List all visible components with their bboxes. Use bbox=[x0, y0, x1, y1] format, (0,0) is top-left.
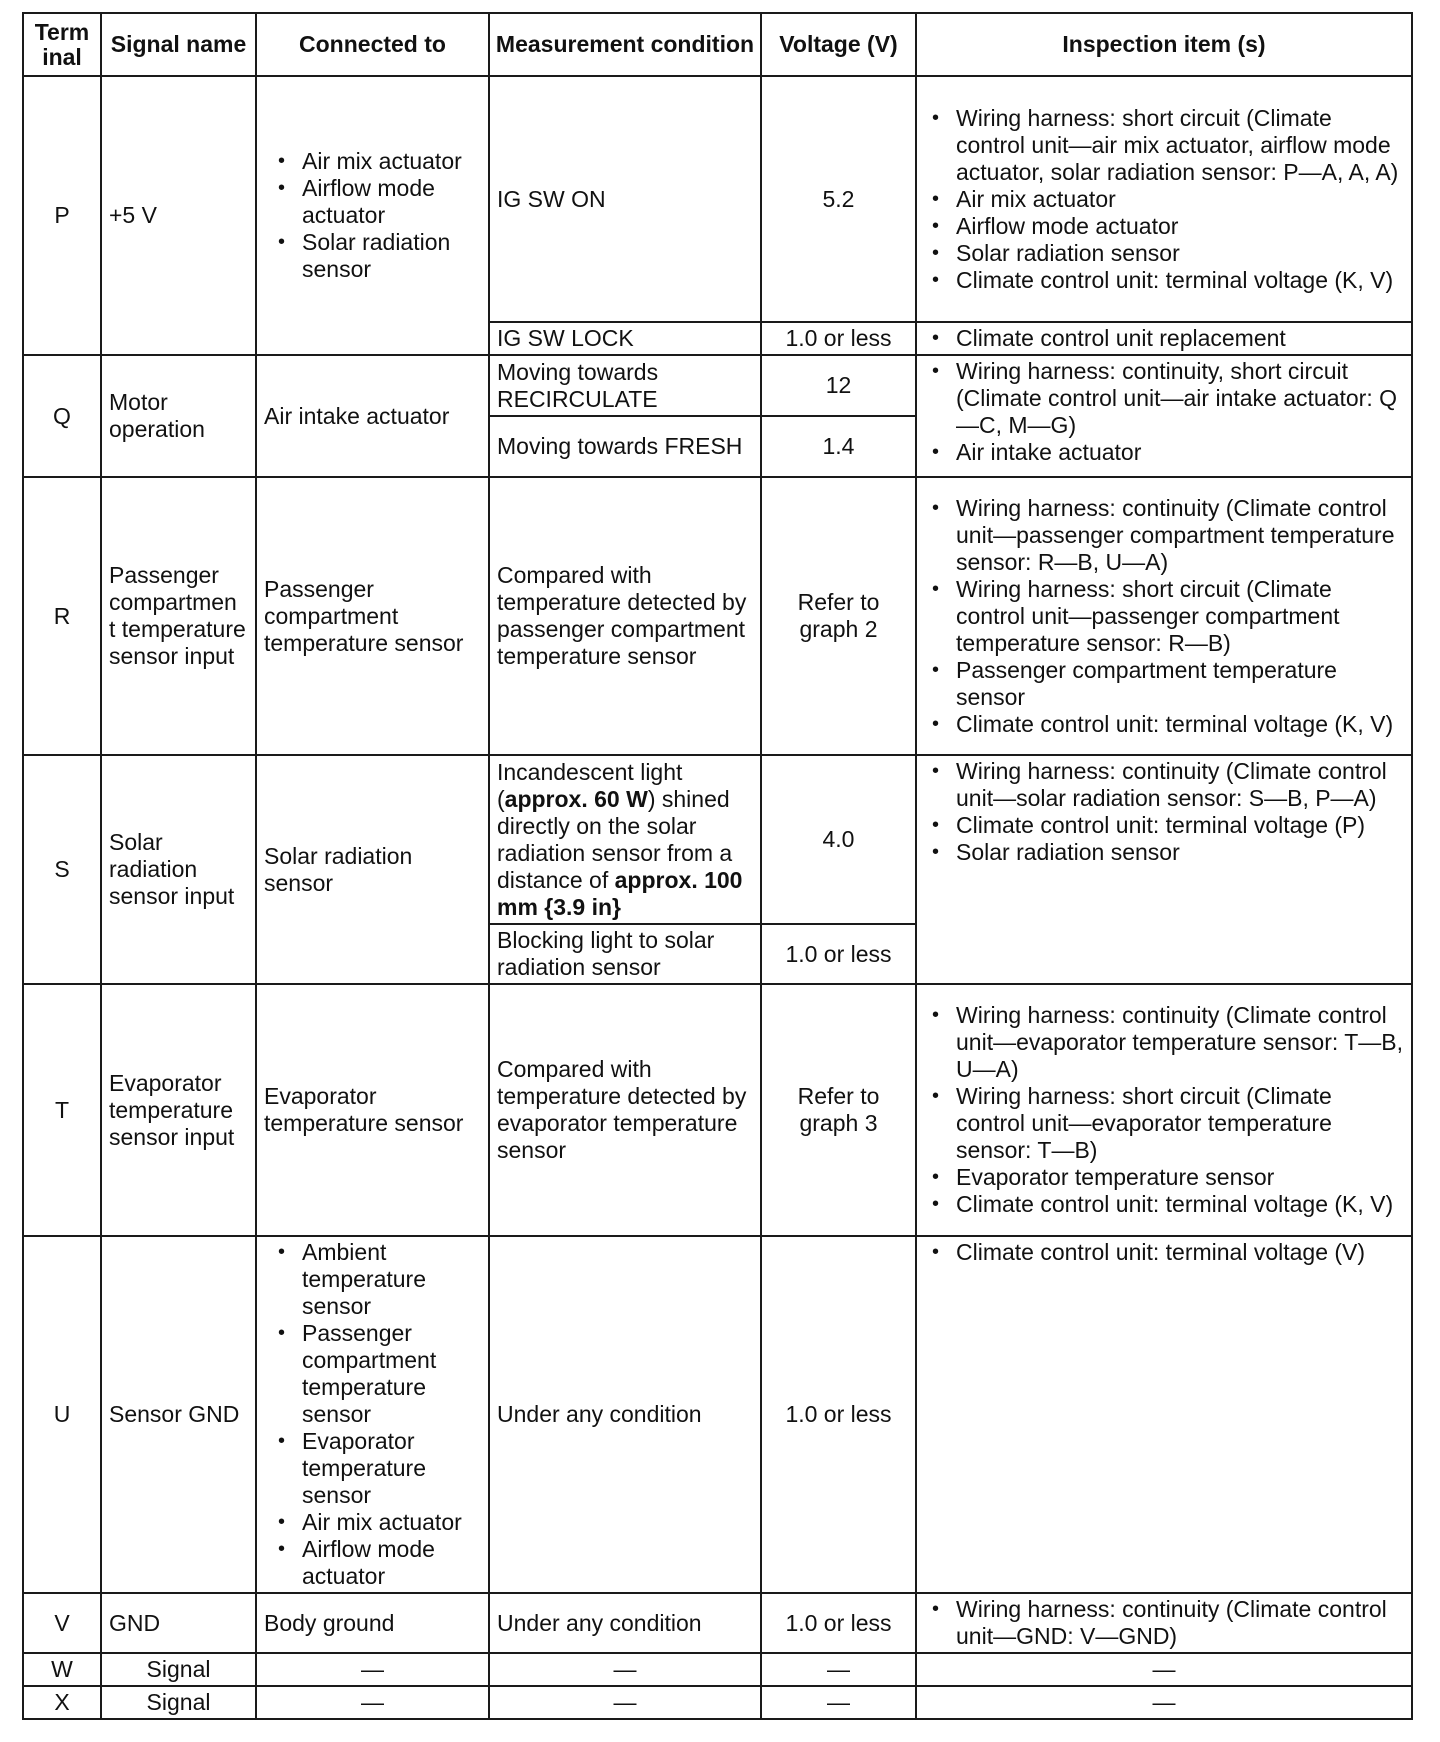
inspection-list bbox=[924, 1002, 1404, 1218]
list-item: • Wiring harness: continuity, short circuit (Climate control unit—air intake actuator: Q—C, M—G) bbox=[924, 358, 1404, 439]
list-item: • Climate control unit replacement bbox=[924, 325, 1404, 352]
table-row bbox=[23, 477, 1412, 755]
table-row bbox=[23, 1653, 1412, 1686]
condition-cell: Under any condition bbox=[489, 1236, 761, 1593]
list-item: • Air mix actuator bbox=[264, 148, 481, 175]
list-item: • Air intake actuator bbox=[924, 439, 1404, 466]
header-signal-name: Signal name bbox=[101, 13, 256, 76]
list-item: • Climate control unit: terminal voltage (K, V) bbox=[924, 267, 1404, 294]
terminal-cell: R bbox=[23, 477, 101, 755]
signal-name-cell: Signal bbox=[101, 1686, 256, 1719]
inspection-cell bbox=[916, 355, 1412, 477]
list-item: • Evaporator temperature sensor bbox=[924, 1164, 1404, 1191]
connected-list bbox=[264, 1239, 481, 1590]
list-item: • Air mix actuator bbox=[924, 186, 1404, 213]
header-row bbox=[23, 13, 1412, 76]
table-row bbox=[23, 1686, 1412, 1719]
signal-name-cell: Signal bbox=[101, 1653, 256, 1686]
terminal-cell: X bbox=[23, 1686, 101, 1719]
condition-text: ) shined directly on the solar radiation sensor from a distance of bbox=[497, 785, 733, 893]
inspection-cell: — bbox=[916, 1653, 1412, 1686]
voltage-cell: 4.0 bbox=[761, 755, 916, 924]
inspection-cell bbox=[916, 755, 1412, 984]
list-item: • Climate control unit: terminal voltage (K, V) bbox=[924, 1191, 1404, 1218]
list-item: • Climate control unit: terminal voltage (V) bbox=[924, 1239, 1404, 1266]
signal-name-cell: Evaporator temperature sensor input bbox=[101, 984, 256, 1236]
header-inspection-items: Inspection item (s) bbox=[916, 13, 1412, 76]
header-voltage: Voltage (V) bbox=[761, 13, 916, 76]
condition-cell bbox=[489, 755, 761, 924]
inspection-list bbox=[924, 758, 1404, 866]
inspection-cell bbox=[916, 76, 1412, 322]
list-item: • Solar radiation sensor bbox=[924, 240, 1404, 267]
terminal-cell: T bbox=[23, 984, 101, 1236]
list-item: • Passenger compartment temperature sensor bbox=[264, 1320, 481, 1428]
condition-cell: IG SW ON bbox=[489, 76, 761, 322]
list-item: • Airflow mode actuator bbox=[264, 1536, 481, 1590]
condition-bold-text: approx. 100 mm {3.9 in} bbox=[497, 866, 743, 920]
connected-to-cell bbox=[256, 1236, 489, 1593]
condition-cell: — bbox=[489, 1686, 761, 1719]
inspection-cell bbox=[916, 984, 1412, 1236]
signal-name-cell: Passenger compartmen t temperature sensor input bbox=[101, 477, 256, 755]
inspection-cell bbox=[916, 1236, 1412, 1593]
list-item: • Wiring harness: continuity (Climate control unit—passenger compartment temperature sensor: R—B, U—A) bbox=[924, 495, 1404, 576]
signal-name-cell: +5 V bbox=[101, 76, 256, 355]
voltage-cell: 1.0 or less bbox=[761, 1236, 916, 1593]
condition-cell: Moving towards FRESH bbox=[489, 416, 761, 477]
table-row bbox=[23, 755, 1412, 924]
list-item: • Wiring harness: short circuit (Climate control unit—passenger compartment temperature sensor: R—B) bbox=[924, 576, 1404, 657]
list-item: • Wiring harness: short circuit (Climate control unit—air mix actuator, airflow mode actuator, solar radiation sensor: P—A, A, A) bbox=[924, 105, 1404, 186]
condition-text: Incandescent light ( bbox=[497, 758, 683, 812]
voltage-cell: 1.0 or less bbox=[761, 1593, 916, 1653]
inspection-list bbox=[924, 1596, 1404, 1650]
header-connected-to: Connected to bbox=[256, 13, 489, 76]
voltage-cell: Refer to graph 2 bbox=[761, 477, 916, 755]
inspection-list bbox=[924, 1239, 1404, 1266]
connected-to-cell: Evaporator temperature sensor bbox=[256, 984, 489, 1236]
inspection-list bbox=[924, 495, 1404, 738]
header-terminal: Term inal bbox=[23, 13, 101, 76]
condition-bold-text: approx. 60 W bbox=[504, 785, 648, 812]
inspection-list bbox=[924, 358, 1404, 466]
list-item: • Airflow mode actuator bbox=[264, 175, 481, 229]
list-item: • Ambient temperature sensor bbox=[264, 1239, 481, 1320]
terminal-cell: W bbox=[23, 1653, 101, 1686]
list-item: • Evaporator temperature sensor bbox=[264, 1428, 481, 1509]
inspection-cell: — bbox=[916, 1686, 1412, 1719]
list-item: • Solar radiation sensor bbox=[264, 229, 481, 283]
table-row bbox=[23, 355, 1412, 416]
inspection-cell bbox=[916, 322, 1412, 355]
signal-name-cell: Solar radiation sensor input bbox=[101, 755, 256, 984]
condition-cell: Blocking light to solar radiation sensor bbox=[489, 924, 761, 984]
condition-cell: Compared with temperature detected by passenger compartment temperature sensor bbox=[489, 477, 761, 755]
condition-cell: IG SW LOCK bbox=[489, 322, 761, 355]
condition-cell: Under any condition bbox=[489, 1593, 761, 1653]
connected-to-cell: — bbox=[256, 1653, 489, 1686]
voltage-cell: 1.0 or less bbox=[761, 924, 916, 984]
inspection-list bbox=[924, 325, 1404, 352]
terminal-cell: S bbox=[23, 755, 101, 984]
inspection-list bbox=[924, 105, 1404, 294]
voltage-cell: Refer to graph 3 bbox=[761, 984, 916, 1236]
signal-name-cell: GND bbox=[101, 1593, 256, 1653]
condition-cell: Moving towards RECIRCULATE bbox=[489, 355, 761, 416]
inspection-cell bbox=[916, 1593, 1412, 1653]
connected-to-cell: — bbox=[256, 1686, 489, 1719]
signal-name-cell: Sensor GND bbox=[101, 1236, 256, 1593]
voltage-cell: 1.4 bbox=[761, 416, 916, 477]
terminal-cell: Q bbox=[23, 355, 101, 477]
list-item: • Wiring harness: continuity (Climate control unit—GND: V—GND) bbox=[924, 1596, 1404, 1650]
connected-to-cell: Passenger compartment temperature sensor bbox=[256, 477, 489, 755]
terminal-cell: U bbox=[23, 1236, 101, 1593]
table-row bbox=[23, 76, 1412, 322]
inspection-cell bbox=[916, 477, 1412, 755]
connected-to-cell: Air intake actuator bbox=[256, 355, 489, 477]
terminal-cell: P bbox=[23, 76, 101, 355]
list-item: • Wiring harness: short circuit (Climate control unit—evaporator temperature sensor: T—B) bbox=[924, 1083, 1404, 1164]
list-item: • Climate control unit: terminal voltage (P) bbox=[924, 812, 1404, 839]
list-item: • Solar radiation sensor bbox=[924, 839, 1404, 866]
terminal-voltage-table bbox=[22, 12, 1413, 1720]
list-item: • Wiring harness: continuity (Climate control unit—evaporator temperature sensor: T—B, U—A) bbox=[924, 1002, 1404, 1083]
table-row bbox=[23, 1593, 1412, 1653]
voltage-cell: 5.2 bbox=[761, 76, 916, 322]
table-row bbox=[23, 1236, 1412, 1593]
connected-list bbox=[264, 148, 481, 283]
voltage-cell: 1.0 or less bbox=[761, 322, 916, 355]
connected-to-cell: Body ground bbox=[256, 1593, 489, 1653]
voltage-cell: — bbox=[761, 1653, 916, 1686]
table-row bbox=[23, 984, 1412, 1236]
connected-to-cell: Solar radiation sensor bbox=[256, 755, 489, 984]
list-item: • Climate control unit: terminal voltage (K, V) bbox=[924, 711, 1404, 738]
list-item: • Passenger compartment temperature sensor bbox=[924, 657, 1404, 711]
terminal-cell: V bbox=[23, 1593, 101, 1653]
condition-cell: Compared with temperature detected by evaporator temperature sensor bbox=[489, 984, 761, 1236]
list-item: • Air mix actuator bbox=[264, 1509, 481, 1536]
signal-name-cell: Motor operation bbox=[101, 355, 256, 477]
document-page bbox=[22, 12, 1413, 1720]
connected-to-cell bbox=[256, 76, 489, 355]
condition-cell: — bbox=[489, 1653, 761, 1686]
list-item: • Wiring harness: continuity (Climate control unit—solar radiation sensor: S—B, P—A) bbox=[924, 758, 1404, 812]
header-measurement-condition: Measurement condition bbox=[489, 13, 761, 76]
list-item: • Airflow mode actuator bbox=[924, 213, 1404, 240]
voltage-cell: 12 bbox=[761, 355, 916, 416]
voltage-cell: — bbox=[761, 1686, 916, 1719]
